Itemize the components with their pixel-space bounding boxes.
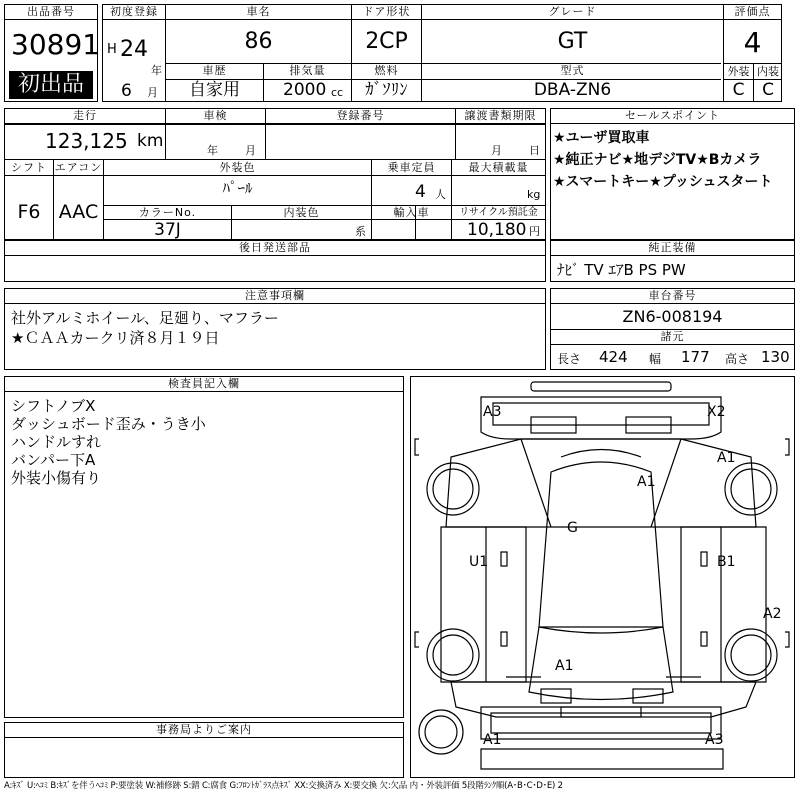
office-label: 事務局よりご案内: [5, 723, 403, 738]
load-unit: kg: [527, 188, 541, 201]
specs-label: 諸元: [551, 330, 794, 345]
inspector-line-1: シフトノブX: [11, 397, 96, 415]
recycle-label: リサイクル預託金: [459, 207, 538, 218]
fuel-value: ｶﾞｿﾘﾝ: [365, 80, 408, 100]
first-reg-era: H: [107, 42, 117, 57]
transfer-label: 譲渡書類期限: [456, 109, 545, 124]
inspection-year-unit: 年: [207, 144, 218, 157]
transfer-day-unit: 日: [529, 144, 540, 157]
mark-g: G: [567, 520, 578, 536]
inspector-box: [4, 376, 404, 718]
recycle-unit: 円: [529, 225, 540, 238]
inspector-label: 検査員記入欄: [5, 377, 403, 392]
inspection-label: 車検: [166, 109, 265, 124]
history-value: 自家用: [189, 80, 240, 100]
first-reg-year-unit: 年: [151, 64, 162, 77]
mark-u1: U1: [469, 554, 489, 570]
score-ext-label: 外装: [727, 65, 750, 78]
mileage-label: 走行: [5, 109, 165, 124]
mark-a1-bl: A1: [483, 732, 502, 748]
score-value: 4: [743, 26, 762, 59]
chassis-label: 車台番号: [551, 289, 794, 304]
model-value: DBA-ZN6: [533, 80, 612, 100]
recycle-value: 10,180: [467, 220, 527, 240]
score-int-label: 内装: [757, 65, 779, 78]
int-color-unit: 系: [355, 225, 366, 238]
chassis-value: ZN6-008194: [622, 307, 723, 326]
fuel-label: 燃料: [374, 64, 399, 77]
mark-a2: A2: [763, 606, 782, 622]
length-value: 424: [599, 348, 628, 366]
lot-number: 30891: [11, 28, 101, 61]
car-name-value: 86: [244, 29, 273, 54]
load-label: 最大積載量: [468, 161, 529, 174]
ext-color-label: 外装色: [219, 161, 256, 174]
color-no-value: 37J: [154, 220, 181, 240]
int-color-label: 内装色: [283, 206, 320, 219]
door-label: ドア形状: [352, 5, 421, 20]
mark-x2: X2: [707, 404, 726, 420]
score-int-value: C: [762, 80, 774, 100]
inspector-line-4: バンパー下A: [11, 451, 96, 469]
grade-label: グレード: [422, 5, 723, 20]
notes-label: 注意事項欄: [5, 289, 545, 304]
length-label: 長さ: [557, 352, 582, 366]
width-value: 177: [681, 348, 710, 366]
equipment-label: 純正装備: [551, 241, 794, 256]
mark-a1-roof: A1: [637, 474, 656, 490]
capacity-label: 乗車定員: [387, 161, 436, 174]
reg-no-label: 登録番号: [266, 109, 455, 124]
first-reg-month: 6: [121, 81, 132, 101]
color-no-label: カラーNo.: [138, 206, 197, 219]
displacement-value: 2000: [283, 80, 327, 100]
mileage-unit: km: [137, 131, 164, 151]
capacity-unit: 人: [435, 188, 446, 201]
ext-color-value: ﾊﾟｰﾙ: [222, 179, 253, 197]
shift-value: F6: [17, 201, 41, 223]
car-diagram: [410, 376, 795, 778]
mark-a1-trunk: A1: [555, 658, 574, 674]
car-name-label: 車名: [166, 5, 351, 20]
displacement-unit: cc: [331, 86, 344, 99]
model-label: 型式: [560, 64, 585, 77]
mark-a3-top: A3: [483, 404, 502, 420]
mark-a3-br: A3: [705, 732, 724, 748]
car-outline-svg: [411, 377, 794, 777]
sales-point-3: ★スマートキー★プッシュスタート: [553, 174, 773, 190]
office-box: [4, 722, 404, 778]
sales-points-label: セールスポイント: [551, 109, 794, 124]
mark-a1-right: A1: [717, 450, 736, 466]
width-label: 幅: [649, 352, 662, 366]
first-reg-label: 初度登録: [103, 5, 165, 20]
import-label: 輸入車: [393, 206, 430, 219]
inspector-line-5: 外装小傷有り: [11, 469, 102, 487]
notes-line-1: 社外アルミホイール、足廻り、マフラー: [11, 309, 279, 327]
notes-line-2: ★ＣＡＡカークリ済８月１９日: [11, 329, 220, 347]
later-parts-label: 後日発送部品: [5, 241, 545, 256]
transfer-month-unit: 月: [491, 144, 502, 157]
displacement-label: 排気量: [289, 64, 326, 77]
score-label: 評価点: [724, 5, 781, 20]
legend-text: A:ｷｽﾞ U:ﾍｺﾐ B:ｷｽﾞを伴うﾍｺﾐ P:要塗装 W:補修跡 S:錆 C:腐食 G:ﾌﾛﾝﾄｶﾞﾗｽ点ｷｽﾞ XX:交換済み X:要交換 欠:欠品 内・外装評価 5段階ﾗﾝｸ順(A･B･C･D･E) 2: [4, 781, 563, 791]
inspection-month-unit: 月: [245, 144, 256, 157]
sales-points-box: [550, 108, 795, 240]
lot-label: 出品番号: [5, 5, 97, 20]
inspector-line-3: ハンドルすれ: [11, 433, 102, 451]
first-reg-month-unit: 月: [147, 86, 158, 99]
later-parts-box: [4, 240, 546, 282]
aircon-label: エアコン: [54, 161, 103, 174]
mileage-value: 123,125: [45, 129, 128, 153]
first-listing-badge: 初出品: [9, 71, 93, 99]
first-reg-year: 24: [120, 37, 148, 62]
equipment-box: [550, 240, 795, 282]
chassis-box: [550, 288, 795, 370]
details-box: [4, 108, 546, 240]
notes-box: [4, 288, 546, 370]
sales-point-1: ★ユーザ買取車: [553, 130, 650, 146]
shift-label: シフト: [11, 161, 47, 174]
grade-value: GT: [557, 29, 588, 54]
door-value: 2CP: [365, 29, 408, 54]
history-label: 車歴: [202, 64, 227, 77]
equipment-value: ﾅﾋﾞ TV ｴｱB PS PW: [557, 261, 686, 279]
aircon-value: AAC: [58, 201, 99, 223]
mark-b1: B1: [717, 554, 736, 570]
sales-point-2: ★純正ナビ★地デジTV★Bカメラ: [553, 152, 762, 168]
vehicle-header-box: [102, 4, 782, 102]
lot-box: [4, 4, 101, 102]
height-label: 高さ: [725, 352, 750, 366]
score-ext-value: C: [732, 80, 745, 100]
height-value: 130: [761, 348, 790, 366]
capacity-value: 4: [415, 182, 426, 202]
inspector-line-2: ダッシュボード歪み・うき小: [11, 415, 206, 433]
